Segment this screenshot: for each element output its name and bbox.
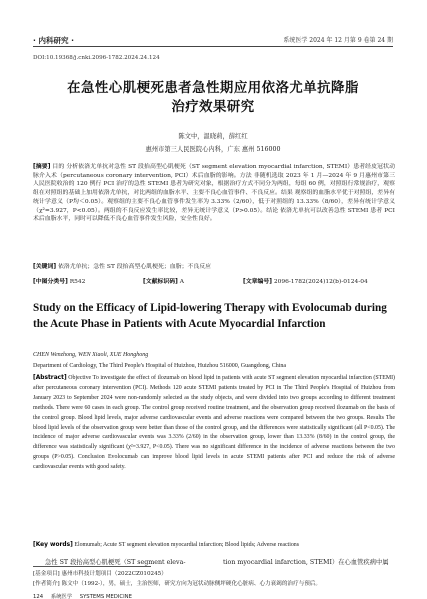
article-no-value: 2096-1782(2024)12(b)-0124-04 [273,279,368,285]
en-authors: CHEN Wenzhong, WEN Xiaoli, XUE Honghong [33,352,149,358]
clc-label: [中图分类号] [33,279,68,285]
en-title-line-2: the Acute Phase in Patients with Acute Myocardial Infarction [33,318,326,330]
en-keywords-text: Elomumab; Acute ST segment elevation myocardial infarction; Blood lipids; Adverse reactions [74,542,300,548]
en-keywords-label: [Key words] [33,542,73,548]
clc-value: R542 [69,279,86,285]
page-footer [33,592,138,599]
clc-number [33,276,85,285]
cn-title-line-2: 治疗效果研究 [171,100,255,115]
footnote-fund: [基金项目] 惠州市科技计划项目（2022CZ010245） [33,571,167,577]
cn-keywords-text: 依洛尤单抗；急性 ST 段抬高型心肌梗死；血脂；不良反应 [57,264,212,270]
doc-code-value: A [179,279,184,285]
cn-abstract-text: 目的 分析依洛尤单抗对急性 ST 段抬高型心肌梗死（ST segment elevation myocardial infarction, STEMI）患者经皮冠状动脉介入术（percutaneous coronary intervention, PCI）术后血脂的影响。方法 非随机选取 2023 年 1 月—2024 年 9 月惠州市第三人民医院收治的 120 例行 PCI 治疗的急性 STEMI 患者为研究对象，根据治疗方式不同分为两组，每组 60 例，对照组行常规治疗，观察组在对照组的基础上加用依洛尤单抗，对比两组的血脂水平、主要不良心血管事件、不良反应。结果 观察组的血脂水平优于对照组，差异有统计学意义（P均＜0.05）。观察组的主要不良心血管事件发生率为 3.33%（2/60），低于对照组的 13.33%（8/60），差异有统计学意义（χ²=3.927，P<0.05）。两组的不良反应发生率比较，差异无统计学意义（P>0.05）。结论 依洛尤单抗可以改善急性 STEMI 患者 PCI 术后血脂水平，同时可以降低不良心血管事件发生风险，安全性良好。 [33,164,395,223]
article-no-label: [文章编号] [243,279,272,285]
en-abstract [33,374,395,539]
footer-journal-cn: 系统医学 [50,594,73,599]
en-title-line-1: Study on the Efficacy of Lipid-lowering Therapy with Evolocumab during [33,302,387,314]
body-text-col-1: 急性 ST 段抬高型心肌梗死（ST segment eleva- [45,559,186,566]
body-text-col-2: tion myocardial infarction, STEMI）在心血管疾病中属 [223,559,389,566]
journal-issue: 系统医学 2024 年 12 月第 9 卷第 24 期 [283,37,393,44]
cn-title-line-1: 在急性心肌梗死患者急性期应用依洛尤单抗降脂 [67,81,359,96]
en-keywords [33,541,395,551]
section-tag: · 内科研究 · [33,36,74,45]
page-number: 124 [33,594,44,599]
en-affiliation: Department of Cardiology, The Third People's Hospital of Huizhou, Huizhou 516000, Guangdong, China [33,363,287,369]
cn-keywords [33,263,395,273]
doi[interactable]: DOI:10.19368/j.cnki.2096-1782.2024.24.124 [33,55,160,61]
header-rule [33,46,393,47]
en-abstract-text: Objective To investigate the effect of ilozumab on blood lipid in patients with acute ST segment elevation myocardial infarction (STEMI) after percutaneous coronary intervention (PCI). Methods 120 acute STEMI patients treated by PCI in The Third People's Hospital of Huizhou from January 2023 to September 2024 were non-randomly selected as the study objects, and were divided into two groups according to different treatment methods. There were 60 cases in each group. The control group received routine treatment, and the observation group received ilozumab on the basis of the control group. Blood lipid levels, major adverse cardiovascular events and adverse reactions were compared between the two groups. Results The blood lipid levels of the observation group were better than those of the control group, and the differences were statistically significant (all P<0.05). The incidence of major adverse cardiovascular events was 3.33% (2/60) in the observation group, lower than 13.33% (8/60) in the control group, the difference was statistically significant (χ²=3.927, P<0.05). There was no significant difference in the incidence of adverse reactions between the two groups (P>0.05). Conclusion Evolocumab can improve blood lipid levels in acute STEMI patients after PCI and reduce the risk of adverse cardiovascular events with good safety. [33,375,395,471]
footer-journal-en: SYSTEMS MEDICINE [79,594,132,599]
cn-abstract-label: [摘要] [33,164,51,170]
en-abstract-label: [Abstract] [33,375,67,381]
cn-affiliation: 惠州市第三人民医院心内科，广东 惠州 516000 [145,146,281,153]
running-header [33,35,393,49]
document-code [143,276,184,285]
footnote-author: [作者简介] 陈文中（1992-），男，硕士，主治医师，研究方向为冠状动脉侧坪硬化心脏病、心力衰竭的治疗与预后。 [33,581,321,587]
doc-code-label: [文献标识码] [143,279,178,285]
article-number [243,276,368,285]
cn-abstract [33,163,395,263]
cn-keywords-label: [关键词] [33,264,57,270]
cn-authors: 陈文中，温晓莉，薛红红 [178,133,248,140]
footnote-rule [33,566,151,567]
